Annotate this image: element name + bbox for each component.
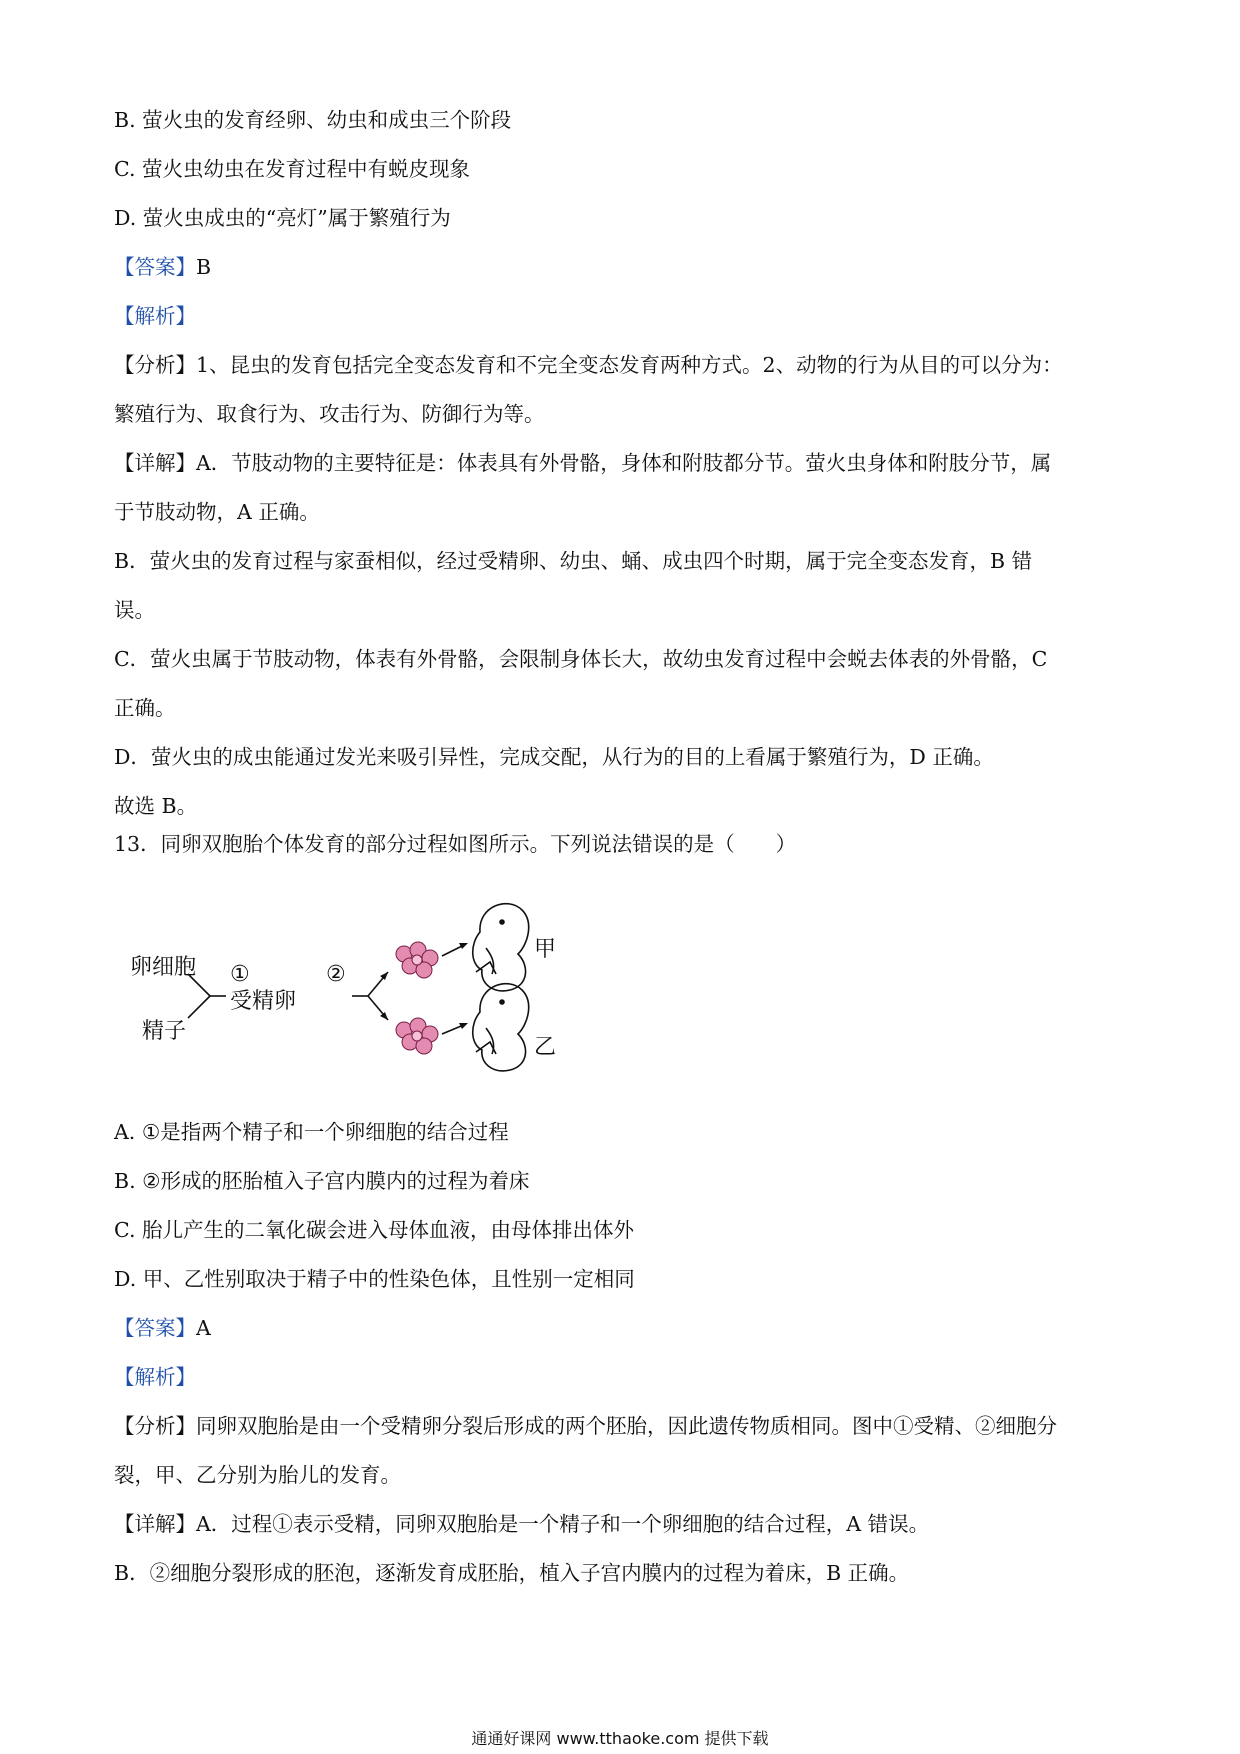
q13-fenxi-line1 [114,1412,1057,1440]
q12-xiangjie-d1: D．萤火虫的成虫能通过发光来吸引异性，完成交配，从行为的目的上看属于繁殖行为，D 正确。 [114,745,994,769]
q13-analysis-tag: 【解析】 [114,1365,196,1389]
label-step-2: ② [326,962,346,987]
answer-tag: 【答案】 [114,255,196,279]
page-footer: 通通好课网 www.tthaoke.com 提供下载 [471,1729,769,1748]
q12-option-d: D. 萤火虫成虫的“亮灯”属于繁殖行为 [114,206,451,230]
q13-xiangjie-a [114,1510,929,1538]
q12-xiangjie-b2: 误。 [114,598,155,622]
fenxi-text: 1、昆虫的发育包括完全变态发育和不完全变态发育两种方式。2、动物的行为从目的可以分为： [196,353,1063,377]
xiangjie-tag: 【详解】 [114,1512,196,1536]
xiangjie-text: A．过程①表示受精，同卵双胞胎是一个精子和一个卵细胞的结合过程，A 错误。 [196,1512,930,1536]
q13-answer-line [114,1314,211,1342]
q12-xiangjie-c2: 正确。 [114,696,176,720]
label-zygote: 受精卵 [230,989,297,1014]
label-egg-cell: 卵细胞 [130,955,197,980]
label-yi: 乙 [534,1035,557,1060]
answer-value: B [196,255,212,279]
q12-answer-line [114,253,211,281]
q12-analysis-tag: 【解析】 [114,304,196,328]
fenxi-text: 同卵双胞胎是由一个受精卵分裂后形成的两个胚胎，因此遗传物质相同。图中①受精、②细胞分 [196,1414,1057,1438]
q12-fenxi-line2: 繁殖行为、取食行为、攻击行为、防御行为等。 [114,402,545,426]
q13-stem: 13．同卵双胞胎个体发育的部分过程如图所示。下列说法错误的是（ ） [114,832,797,856]
label-step-1: ① [230,962,250,987]
cell-cluster-bottom [396,1018,438,1054]
diagram-svg [130,892,570,1082]
label-jia: 甲 [534,937,557,962]
q12-xiangjie-b1: B．萤火虫的发育过程与家蚕相似，经过受精卵、幼虫、蛹、成虫四个时期，属于完全变态发育，B 错 [114,549,1033,573]
q12-option-b: B. 萤火虫的发育经卵、幼虫和成虫三个阶段 [114,108,512,132]
xiangjie-tag: 【详解】 [114,451,196,475]
q12-option-c: C. 萤火虫幼虫在发育过程中有蜕皮现象 [114,157,470,181]
q12-xiangjie-a1 [114,449,1051,477]
fetus-bottom [473,984,529,1071]
fetus-top [473,904,529,991]
xiangjie-text: A．节肢动物的主要特征是：体表具有外骨骼，身体和附肢都分节。萤火虫身体和附肢分节，属 [196,451,1052,475]
fenxi-tag: 【分析】 [114,1414,196,1438]
q12-xiangjie-c1: C．萤火虫属于节肢动物，体表有外骨骼，会限制身体长大，故幼虫发育过程中会蜕去体表的外骨骼，C [114,647,1048,671]
twin-development-diagram [130,892,570,1082]
q12-xiangjie-a2: 于节肢动物，A 正确。 [114,500,320,524]
q13-option-b: B. ②形成的胚胎植入子宫内膜内的过程为着床 [114,1169,530,1193]
cell-cluster-top [396,942,438,978]
label-sperm: 精子 [142,1019,187,1044]
fenxi-tag: 【分析】 [114,353,196,377]
q13-option-c: C. 胎儿产生的二氧化碳会进入母体血液，由母体排出体外 [114,1218,634,1242]
q13-fenxi-line2: 裂，甲、乙分别为胎儿的发育。 [114,1463,401,1487]
q12-conclusion: 故选 B。 [114,794,198,818]
q13-option-d: D. 甲、乙性别取决于精子中的性染色体，且性别一定相同 [114,1267,635,1291]
answer-value: A [196,1316,211,1340]
q13-xiangjie-b: B．②细胞分裂形成的胚泡，逐渐发育成胚胎，植入子宫内膜内的过程为着床，B 正确。 [114,1561,910,1585]
q12-fenxi-line1 [114,351,1063,379]
q13-option-a: A. ①是指两个精子和一个卵细胞的结合过程 [114,1120,509,1144]
answer-tag: 【答案】 [114,1316,196,1340]
